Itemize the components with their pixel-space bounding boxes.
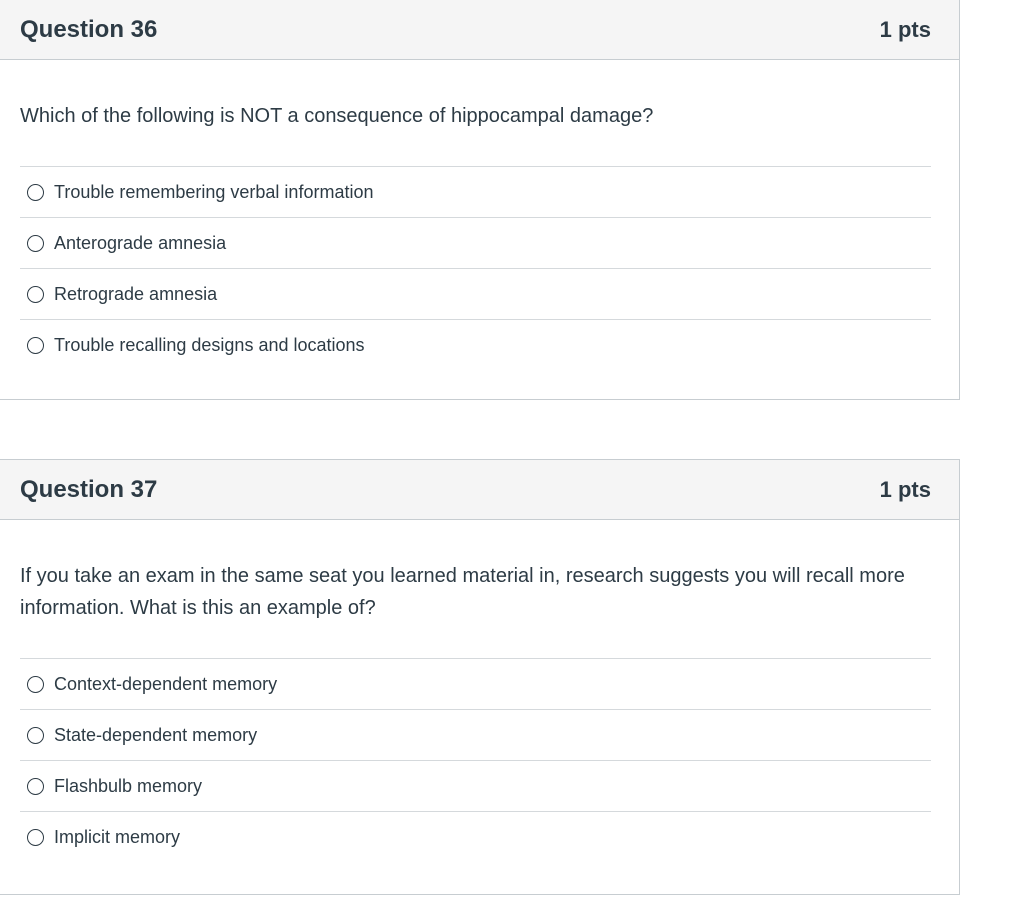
question-title: Question 37 [20,475,158,503]
question-text: If you take an exam in the same seat you learned material in, research suggests you will recall more information. What is this an example of? [20,565,905,619]
question-37 [0,459,960,895]
answer-option[interactable] [20,167,931,218]
answer-option[interactable] [20,218,931,269]
question-header [0,0,959,60]
answer-label[interactable]: Trouble recalling designs and locations [54,335,365,355]
radio-button[interactable] [27,184,44,201]
answer-label[interactable]: Implicit memory [54,827,181,847]
answer-option[interactable] [20,269,931,320]
radio-button[interactable] [27,286,44,303]
answer-label[interactable]: Retrograde amnesia [54,283,218,304]
answer-option[interactable] [20,812,931,863]
question-36 [0,0,960,400]
question-title: Question 36 [20,15,158,43]
radio-button[interactable] [27,727,44,744]
answer-option[interactable] [20,761,931,812]
question-points: 1 pts [879,476,931,502]
answer-label[interactable]: Trouble remembering verbal information [54,181,374,202]
radio-button[interactable] [27,235,44,252]
answer-option[interactable] [20,659,931,710]
answer-list [20,166,931,371]
answer-list [20,658,931,863]
answer-label[interactable]: Context-dependent memory [54,673,278,694]
answer-label[interactable]: Flashbulb memory [54,775,203,796]
answer-option[interactable] [20,710,931,761]
radio-button[interactable] [27,676,44,693]
question-points: 1 pts [879,16,931,42]
answer-label[interactable]: State-dependent memory [54,724,258,745]
question-text: Which of the following is NOT a consequence of hippocampal damage? [20,105,654,127]
radio-button[interactable] [27,829,44,846]
answer-label[interactable]: Anterograde amnesia [54,232,227,253]
radio-button[interactable] [27,337,44,354]
answer-option[interactable] [20,320,931,371]
question-header [0,460,959,520]
radio-button[interactable] [27,778,44,795]
